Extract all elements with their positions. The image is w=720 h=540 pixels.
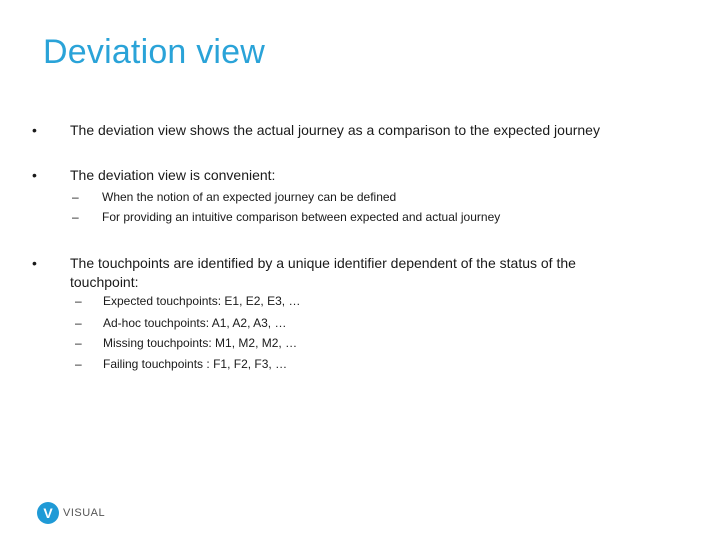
sub-text: When the notion of an expected journey can be defined [102, 190, 397, 204]
sub-text: Expected touchpoints: E1, E2, E3, … [103, 294, 301, 308]
sub-marker: – [72, 210, 79, 224]
bullet-marker: • [32, 167, 37, 183]
brand-logo [37, 502, 105, 524]
bullet-text: The deviation view shows the actual journey as a comparison to the expected journey [70, 122, 600, 138]
bullet-text: The deviation view is convenient: [70, 167, 276, 183]
bullet-text: The touchpoints are identified by a unique identifier dependent of the status of the touchpoint: [70, 255, 576, 290]
sub-text: For providing an intuitive comparison between expected and actual journey [102, 210, 501, 224]
bullet-marker: • [32, 122, 37, 138]
sub-marker: – [75, 316, 82, 330]
sub-text: Ad-hoc touchpoints: A1, A2, A3, … [103, 316, 287, 330]
bullet-marker: • [32, 255, 37, 271]
logo-text: VISUAL [63, 507, 106, 519]
sub-marker: – [75, 357, 82, 371]
slide-title: Deviation view [43, 33, 266, 71]
logo-mark-icon: V [37, 502, 59, 524]
sub-marker: – [75, 336, 82, 350]
sub-text: Missing touchpoints: M1, M2, M2, … [103, 336, 298, 350]
sub-marker: – [75, 294, 82, 308]
sub-marker: – [72, 190, 79, 204]
sub-text: Failing touchpoints : F1, F2, F3, … [103, 357, 288, 371]
